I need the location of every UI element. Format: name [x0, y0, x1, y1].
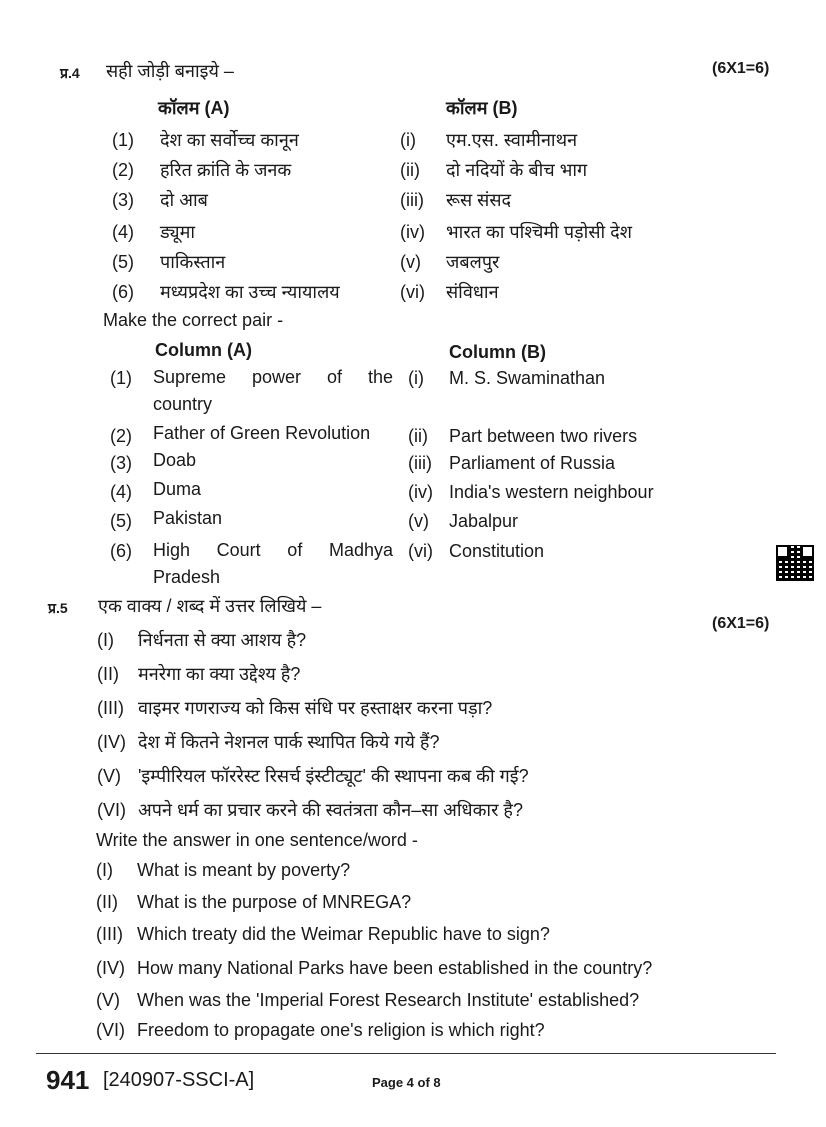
question-number: (III) — [97, 698, 124, 718]
column-b-item-text: Part between two rivers — [449, 426, 638, 446]
qr-code — [776, 545, 814, 581]
q5-title-hindi: एक वाक्य / शब्द में उत्तर लिखिये – — [98, 596, 322, 616]
question-text: What is meant by poverty? — [137, 860, 351, 880]
column-b-item-number: (i) — [408, 368, 424, 388]
question-number: (I) — [96, 860, 113, 880]
column-a-item-text: मध्यप्रदेश का उच्च न्यायालय — [160, 282, 340, 302]
column-b-item-number: (i) — [400, 130, 416, 150]
column-a-item-number: (1) — [110, 368, 132, 388]
question-number: (II) — [97, 664, 119, 684]
column-a-item-number: (3) — [110, 453, 132, 473]
column-a-item-number: (2) — [112, 160, 134, 180]
column-a-item-number: (6) — [112, 282, 134, 302]
column-a-item-text: Father of Green Revolution — [153, 423, 371, 443]
column-a-item-text: ड्यूमा — [160, 222, 195, 242]
q4-title-english: Make the correct pair - — [103, 310, 284, 330]
question-number: (V) — [97, 766, 121, 786]
column-b-item-text: India's western neighbour — [449, 482, 654, 502]
question-text: अपने धर्म का प्रचार करने की स्वतंत्रता कौन–सा अधिकार है? — [138, 800, 523, 820]
column-b-item-text: M. S. Swaminathan — [449, 368, 606, 388]
column-a-heading-hindi: कॉलम (A) — [158, 98, 230, 118]
column-b-item-number: (v) — [400, 252, 421, 272]
column-a-item-number: (1) — [112, 130, 134, 150]
question-number: (VI) — [96, 1020, 125, 1040]
column-a-item-number: (5) — [110, 511, 132, 531]
column-a-item-text: Pakistan — [153, 508, 223, 528]
question-number: (III) — [96, 924, 123, 944]
q4-number: प्र.4 — [60, 65, 80, 81]
column-b-item-number: (vi) — [400, 282, 425, 302]
column-b-item-text: Constitution — [449, 541, 545, 561]
column-b-item-text: दो नदियों के बीच भाग — [446, 160, 588, 180]
q5-marks: (6X1=6) — [712, 615, 770, 632]
question-text: Which treaty did the Weimar Republic have to sign? — [137, 924, 550, 944]
q4-title-hindi: सही जोड़ी बनाइये – — [106, 61, 234, 81]
question-number: (VI) — [97, 800, 126, 820]
column-b-item-number: (ii) — [408, 426, 428, 446]
column-a-item-number: (5) — [112, 252, 134, 272]
question-number: (I) — [97, 630, 114, 650]
column-b-item-text: भारत का पश्चिमी पड़ोसी देश — [446, 222, 632, 242]
column-b-item-number: (iii) — [408, 453, 432, 473]
question-text: वाइमर गणराज्य को किस संधि पर हस्ताक्षर करना पड़ा? — [138, 698, 493, 718]
column-b-item-text: Parliament of Russia — [449, 453, 616, 473]
column-a-item-number: (2) — [110, 426, 132, 446]
column-b-item-text: रूस संसद — [446, 190, 512, 210]
column-a-item-number: (6) — [110, 541, 132, 561]
footer-divider — [36, 1053, 776, 1054]
question-text: What is the purpose of MNREGA? — [137, 892, 412, 912]
column-a-item-text: पाकिस्तान — [160, 252, 226, 272]
column-a-item-number: (4) — [112, 222, 134, 242]
column-b-item-number: (iv) — [408, 482, 433, 502]
footer-code-number: 941 — [46, 1065, 90, 1095]
column-b-item-number: (v) — [408, 511, 429, 531]
question-number: (IV) — [97, 732, 126, 752]
question-text: देश में कितने नेशनल पार्क स्थापित किये गये हैं? — [138, 732, 440, 752]
column-a-item-text: Duma — [153, 479, 202, 499]
column-b-item-text: एम.एस. स्वामीनाथन — [446, 130, 578, 150]
question-text: How many National Parks have been established in the country? — [137, 958, 653, 978]
column-b-item-text: जबलपुर — [446, 252, 500, 272]
column-a-item-text: हरित क्रांति के जनक — [160, 160, 292, 180]
column-a-item-text: Doab — [153, 450, 197, 470]
column-b-item-number: (vi) — [408, 541, 433, 561]
question-text: 'इम्पीरियल फॉररेस्ट रिसर्च इंस्टीट्यूट' की स्थापना कब की गई? — [138, 766, 529, 786]
question-text: मनरेगा का क्या उद्देश्य है? — [138, 664, 301, 684]
q5-number: प्र.5 — [48, 600, 68, 616]
column-b-item-text: Jabalpur — [449, 511, 519, 531]
question-number: (II) — [96, 892, 118, 912]
column-a-item-number: (3) — [112, 190, 134, 210]
column-a-item-text: Supreme power of the country — [153, 367, 393, 414]
question-number: (V) — [96, 990, 120, 1010]
footer-page-number: Page 4 of 8 — [372, 1075, 441, 1090]
column-b-item-text: संविधान — [446, 282, 499, 302]
column-a-item-text: दो आब — [160, 190, 208, 210]
question-text: Freedom to propagate one's religion is which right? — [137, 1020, 545, 1040]
footer-paper-code: [240907-SSCI-A] — [103, 1069, 255, 1091]
question-number: (IV) — [96, 958, 125, 978]
question-text: When was the 'Imperial Forest Research Institute' established? — [137, 990, 640, 1010]
column-a-item-text: High Court of Madhya Pradesh — [153, 540, 393, 587]
column-a-item-number: (4) — [110, 482, 132, 502]
column-a-item-text: देश का सर्वोच्च कानून — [160, 130, 299, 150]
column-b-heading-hindi: कॉलम (B) — [446, 98, 518, 118]
question-text: निर्धनता से क्या आशय है? — [138, 630, 307, 650]
column-b-item-number: (iii) — [400, 190, 424, 210]
column-a-heading-english: Column (A) — [155, 340, 252, 360]
q4-marks: (6X1=6) — [712, 60, 770, 77]
column-b-item-number: (iv) — [400, 222, 425, 242]
column-b-heading-english: Column (B) — [449, 342, 546, 362]
column-b-item-number: (ii) — [400, 160, 420, 180]
q5-title-english: Write the answer in one sentence/word - — [96, 830, 418, 850]
